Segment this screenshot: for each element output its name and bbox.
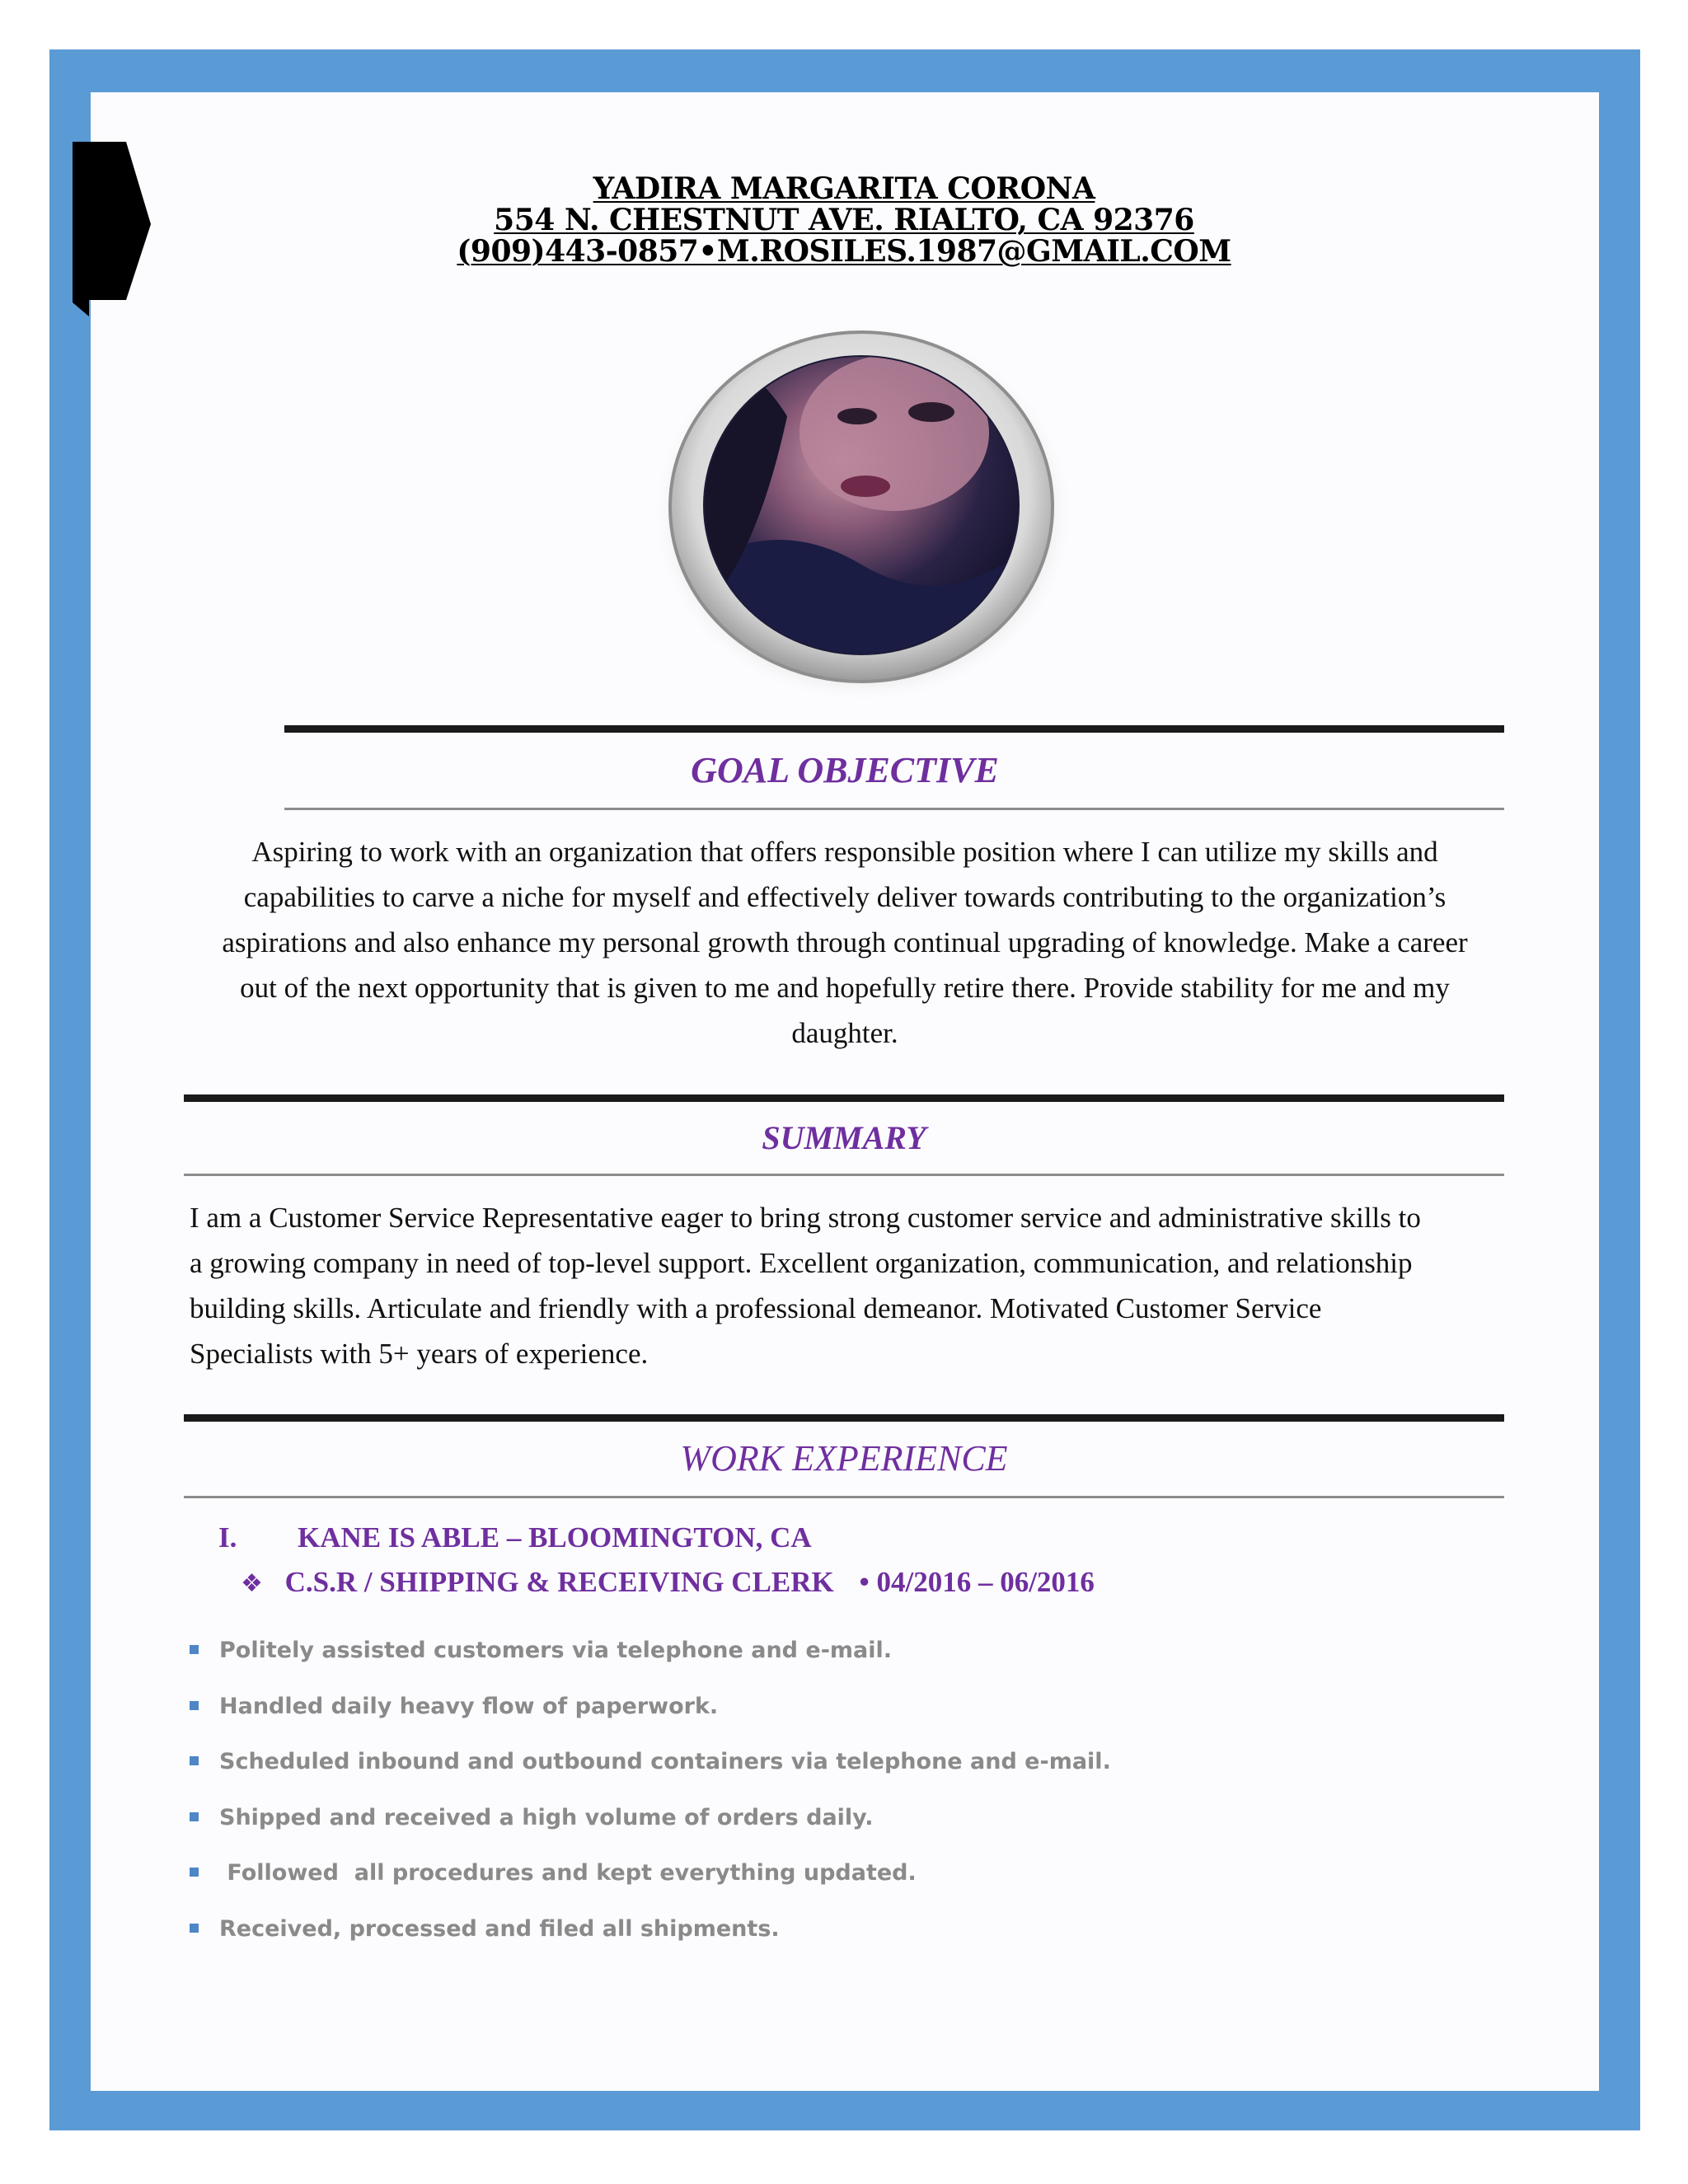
square-bullet-icon	[190, 1701, 199, 1710]
goal-objective-text	[181, 829, 1508, 1056]
list-item	[188, 1803, 1424, 1859]
job-dates: • 04/2016 – 06/2016	[859, 1566, 1095, 1598]
goal-line: daughter.	[791, 1017, 898, 1049]
square-bullet-icon	[190, 1924, 199, 1933]
resume-header	[0, 173, 1688, 267]
duty-text: Scheduled inbound and outbound containers via telephone and e-mail.	[219, 1749, 1111, 1774]
square-bullet-icon	[190, 1812, 199, 1821]
candidate-name: YADIRA MARGARITA CORONA	[593, 171, 1095, 206]
goal-objective-heading: GOAL OBJECTIVE	[691, 750, 999, 790]
summary-line: Specialists with 5+ years of experience.	[190, 1338, 649, 1370]
goal-top-rule	[284, 725, 1504, 733]
list-item	[188, 1636, 1424, 1692]
summary-heading: SUMMARY	[762, 1119, 926, 1156]
diamond-bullet-icon: ❖	[241, 1569, 263, 1598]
list-item	[188, 1747, 1424, 1803]
list-item	[188, 1858, 1424, 1915]
summary-top-rule	[184, 1094, 1504, 1102]
summary-line: I am a Customer Service Representative eager to bring strong customer service and administrative skills to	[190, 1202, 1421, 1234]
square-bullet-icon	[190, 1645, 199, 1654]
goal-line: capabilities to carve a niche for myself and effectively deliver towards contributing to the organization’s	[243, 881, 1447, 913]
job-role: C.S.R / SHIPPING & RECEIVING CLERK	[284, 1566, 834, 1598]
duty-text: Handled daily heavy flow of paperwork.	[219, 1693, 719, 1719]
job-employer: KANE IS ABLE – BLOOMINGTON, CA	[298, 1521, 812, 1554]
goal-line: out of the next opportunity that is given to me and hopefully retire there. Provide stability for me and my	[240, 972, 1450, 1004]
profile-photo	[647, 317, 1076, 705]
summary-text	[190, 1195, 1508, 1376]
candidate-address: 554 N. CHESTNUT AVE. RIALTO, CA 92376	[494, 203, 1194, 237]
list-item	[188, 1915, 1424, 1971]
job-role-line	[241, 1566, 1095, 1599]
square-bullet-icon	[190, 1756, 199, 1765]
goal-line: aspirations and also enhance my personal growth through continual upgrading of knowledge. Make a career	[222, 926, 1468, 958]
summary-line: building skills. Articulate and friendly with a professional demeanor. Motivated Customer Service	[190, 1292, 1322, 1324]
candidate-contact: (909)443-0857•M.ROSILES.1987@GMAIL.COM	[457, 234, 1231, 269]
duty-text: Followed all procedures and kept everything updated.	[219, 1860, 917, 1886]
job-employer-line	[218, 1521, 812, 1554]
job-duties-list	[188, 1636, 1424, 1970]
duty-text: Received, processed and filed all shipments.	[219, 1915, 780, 1942]
summary-line: a growing company in need of top-level support. Excellent organization, communication, and relationship	[190, 1247, 1413, 1279]
experience-top-rule	[184, 1414, 1504, 1422]
duty-text: Shipped and received a high volume of orders daily.	[219, 1804, 874, 1830]
goal-line: Aspiring to work with an organization that offers responsible position where I can utilize my skills and	[251, 836, 1438, 868]
summary-bottom-rule	[184, 1174, 1504, 1176]
square-bullet-icon	[190, 1868, 199, 1877]
job-numeral: I.	[218, 1521, 237, 1554]
duty-text: Politely assisted customers via telephone and e-mail.	[219, 1638, 893, 1663]
work-experience-heading: WORK EXPERIENCE	[680, 1438, 1008, 1479]
goal-bottom-rule	[284, 808, 1504, 810]
list-item	[188, 1692, 1424, 1748]
experience-bottom-rule	[184, 1496, 1504, 1498]
